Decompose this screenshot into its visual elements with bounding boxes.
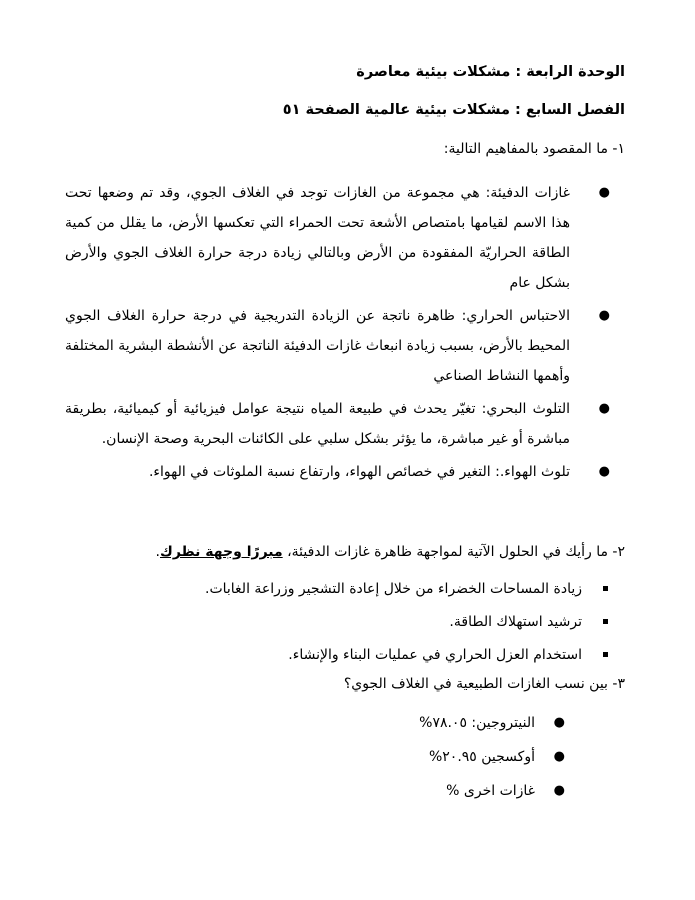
square-bullet-icon bbox=[603, 619, 608, 624]
definition-item: ● التلوث البحري: تغيّر يحدث في طبيعة المياه نتيجة عوامل فيزيائية أو كيميائية، بطريقة مباشرة أو غير مباشرة، ما يؤثر بشكل سلبي على الكائنات البحرية وصحة الإنسان. bbox=[65, 394, 610, 454]
bullet-icon: ● bbox=[598, 308, 610, 323]
definitions-list bbox=[65, 178, 610, 490]
square-bullet-icon bbox=[603, 586, 608, 591]
solutions-list bbox=[60, 578, 610, 677]
gas-item: ● النيتروجين: ٧٨.٠٥% bbox=[265, 712, 565, 746]
bullet-icon: ● bbox=[598, 185, 610, 200]
square-bullet-icon bbox=[603, 652, 608, 657]
solution-item: استخدام العزل الحراري في عمليات البناء والإنشاء. bbox=[60, 644, 610, 677]
gas-item: ● أوكسجين ٢٠.٩٥% bbox=[265, 746, 565, 780]
bullet-icon: ● bbox=[553, 749, 565, 764]
question-3: ٣- بين نسب الغازات الطبيعية في الغلاف الجوي؟ bbox=[343, 676, 625, 692]
bullet-icon: ● bbox=[553, 715, 565, 730]
definition-item: ● الاحتباس الحراري: ظاهرة ناتجة عن الزيادة التدريجية في درجة حرارة الغلاف الجوي المحيط بالأرض، بسبب زيادة انبعاث غازات الدفيئة الناتجة عن الأنشطة البشرية المختلفة وأهمها النشاط الصناعي bbox=[65, 301, 610, 391]
definition-item: ● غازات الدفيئة: هي مجموعة من الغازات توجد في الغلاف الجوي، وقد تم وضعها تحت هذا الاسم لقيامها بامتصاص الأشعة تحت الحمراء التي تعكسها الأرض، ما يقلل من كمية الطاقة الحراريّة المفقودة من الأرض وبالتالي زيادة درجة حرارة الغلاف الجوي والأرض بشكل عام bbox=[65, 178, 610, 298]
bullet-icon: ● bbox=[598, 401, 610, 416]
question-2: ٢- ما رأيك في الحلول الآتية لمواجهة ظاهرة غازات الدفيئة، مبررًا وجهة نظرك. bbox=[155, 544, 625, 560]
bullet-icon: ● bbox=[598, 464, 610, 479]
solution-item: ترشيد استهلاك الطاقة. bbox=[60, 611, 610, 644]
gas-item: ● غازات اخرى % bbox=[265, 780, 565, 814]
definition-item: ● تلوث الهواء.: التغير في خصائص الهواء، وارتفاع نسبة الملوثات في الهواء. bbox=[65, 457, 610, 487]
solution-item: زيادة المساحات الخضراء من خلال إعادة التشجير وزراعة الغابات. bbox=[60, 578, 610, 611]
question-2-emphasis: مبررًا وجهة نظرك bbox=[160, 544, 283, 560]
unit-title: الوحدة الرابعة : مشكلات بيئية معاصرة bbox=[356, 64, 625, 80]
bullet-icon: ● bbox=[553, 783, 565, 798]
question-1: ١- ما المقصود بالمفاهيم التالية: bbox=[443, 141, 625, 157]
chapter-title: الفصل السابع : مشكلات بيئية عالمية الصفحة ٥١ bbox=[282, 102, 625, 118]
gases-list bbox=[265, 712, 565, 814]
